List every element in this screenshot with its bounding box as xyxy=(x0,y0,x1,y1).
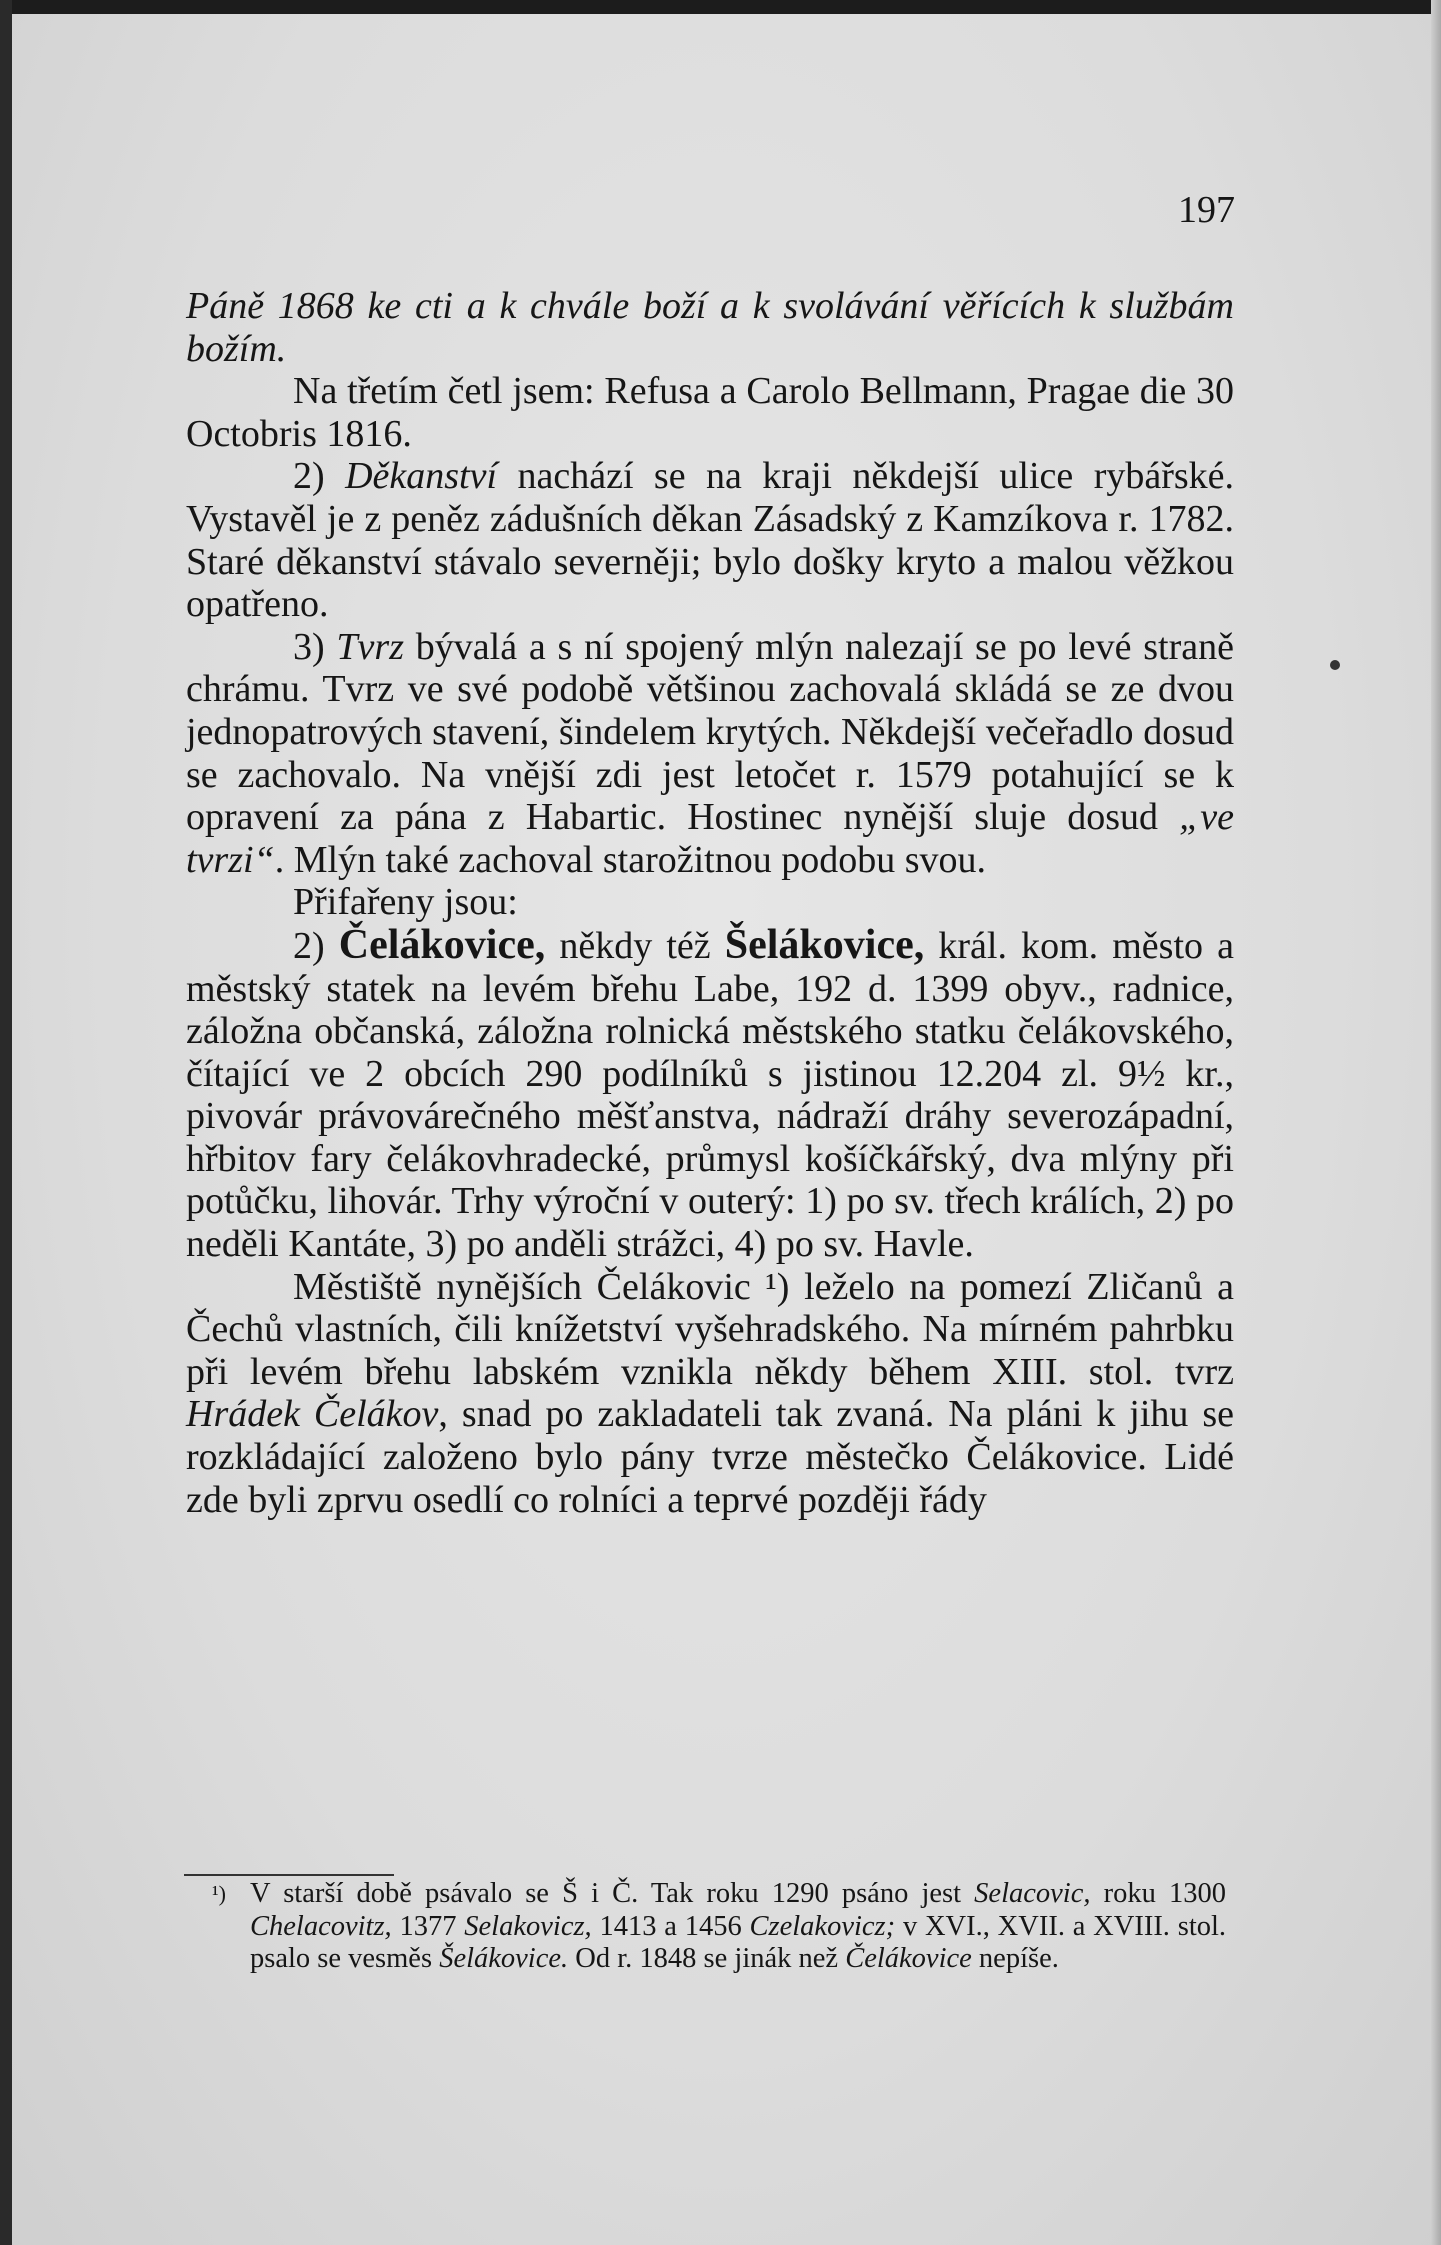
italic-inscription: Páně 1868 ke cti a k chvále boží a k svolávání věřících k službám božím. xyxy=(186,285,1234,370)
footnote-mark: ¹) xyxy=(212,1881,226,1906)
scan-left-edge xyxy=(0,0,12,2245)
footnote-form: Šelákovice. xyxy=(439,1943,569,1974)
paragraph-inscription-signature xyxy=(186,370,1234,455)
place-name-mid: někdy též xyxy=(559,924,711,967)
parishes-label xyxy=(186,881,1234,924)
ink-speck xyxy=(1330,660,1340,670)
footnote-form: Czelakovicz; xyxy=(749,1910,896,1942)
footnote xyxy=(212,1878,1227,1976)
paragraph-celakovice xyxy=(186,921,1235,1266)
fortress-quote: „ve tvrzi“ xyxy=(186,796,1234,881)
scan-top-edge xyxy=(0,0,1441,14)
term-hradek: Hrádek Čelákov xyxy=(186,1393,439,1436)
item-number: 3) xyxy=(293,625,325,668)
history-text: Městiště nynějších Čelákovic ¹) leželo na pomezí Zličanů a Čechů vlastních, čili knížetství vyšehradského. Na mírném pahrbku při levém břehu labském vznikla někdy během XIII. stol. tvrz xyxy=(186,1265,1234,1393)
item-number: 2) xyxy=(293,924,325,967)
footnote-form: Chelacovitz, xyxy=(250,1910,392,1942)
footnote-text: 1377 xyxy=(399,1910,457,1942)
footnote-form: Selacovic, xyxy=(974,1878,1091,1909)
footnote-text: roku 1300 xyxy=(1103,1878,1226,1909)
footnote-text: Od r. 1848 se jinák než xyxy=(575,1943,839,1974)
term-fortress: Tvrz xyxy=(336,625,404,668)
fortress-text: bývalá a s ní spojený mlýn nalezají se po levé straně chrámu. Tvrz ve své podobě většinou zachovalá skládá se ze dvou jednopatrových stavení, šindelem krytých. Někdejší večeřadlo dosud se zachovalo. Na vnější zdi jest letočet r. 1579 potahující se k opravení za pána z Habartic. Hostinec nynější sluje dosud xyxy=(186,625,1235,839)
page-number: 197 xyxy=(1178,189,1235,231)
item-number: 2) xyxy=(293,455,325,498)
footnote-divider xyxy=(184,1874,394,1876)
footnote-text: V starší době psávalo se Š i Č. Tak roku 1290 psáno jest xyxy=(250,1878,962,1909)
history-text-end: , snad po zakladateli tak zvaná. Na pláni k jihu se rozkládající založeno bylo pány tvrze městečko Čelákovice. Lidé zde byli zprvu osedlí co rolníci a teprvé později řády xyxy=(186,1393,1234,1521)
paragraph-continuation xyxy=(186,285,1234,370)
place-name-celakovice: Čelákovice, xyxy=(338,921,546,968)
inscription-text: Na třetím četl jsem: Refusa a Carolo Bellmann, Pragae die 30 Octobris 1816. xyxy=(186,370,1234,455)
paragraph-history xyxy=(186,1266,1234,1522)
body-text xyxy=(186,285,1234,1521)
paragraph-deanery xyxy=(186,455,1234,625)
deanery-text: nachází se na kraji někdejší ulice rybářské. Vystavěl je z peněz zádušních děkan Zásadský z Kamzíkova r. 1782. Staré děkanství stávalo severněji; bylo došky kryto a malou věžkou opatřeno. xyxy=(186,455,1235,626)
celakovice-text: král. kom. město a městský statek na levém břehu Labe, 192 d. 1399 obyv., radnice, záložna občanská, záložna rolnická městského statku čelákovského, čítající ve 2 obcích 290 podílníků s jistinou 12.204 zl. 9½ kr., pivovár právovárečného měšťanstva, nádraží dráhy severozápadní, hřbitov fary čelákovhradecké, průmysl košíčkářský, dva mlýny při potůčku, lihovár. Trhy výroční v outerý: 1) po sv. třech králích, 2) po neděli Kantáte, 3) po anděli strážci, 4) po sv. Havle. xyxy=(186,924,1235,1266)
place-name-selakovice: Šelákovice, xyxy=(724,921,925,968)
scan-right-edge xyxy=(1431,0,1441,2245)
footnote-text: 1413 a 1456 xyxy=(599,1910,742,1942)
paragraph-fortress xyxy=(186,626,1234,882)
parishes-label-text: Přifařeny jsou: xyxy=(293,881,518,924)
term-deanery: Děkanství xyxy=(345,455,498,498)
footnote-text: v XVI., XVII. a XVIII. stol. psalo se vesměs xyxy=(250,1910,1227,1974)
footnote-form: Čelákovice xyxy=(845,1943,972,1974)
fortress-text-end: . Mlýn také zachoval starožitnou podobu svou. xyxy=(274,838,986,881)
footnote-form: Selakovicz, xyxy=(464,1910,592,1942)
footnote-text: nepíše. xyxy=(978,1943,1059,1974)
